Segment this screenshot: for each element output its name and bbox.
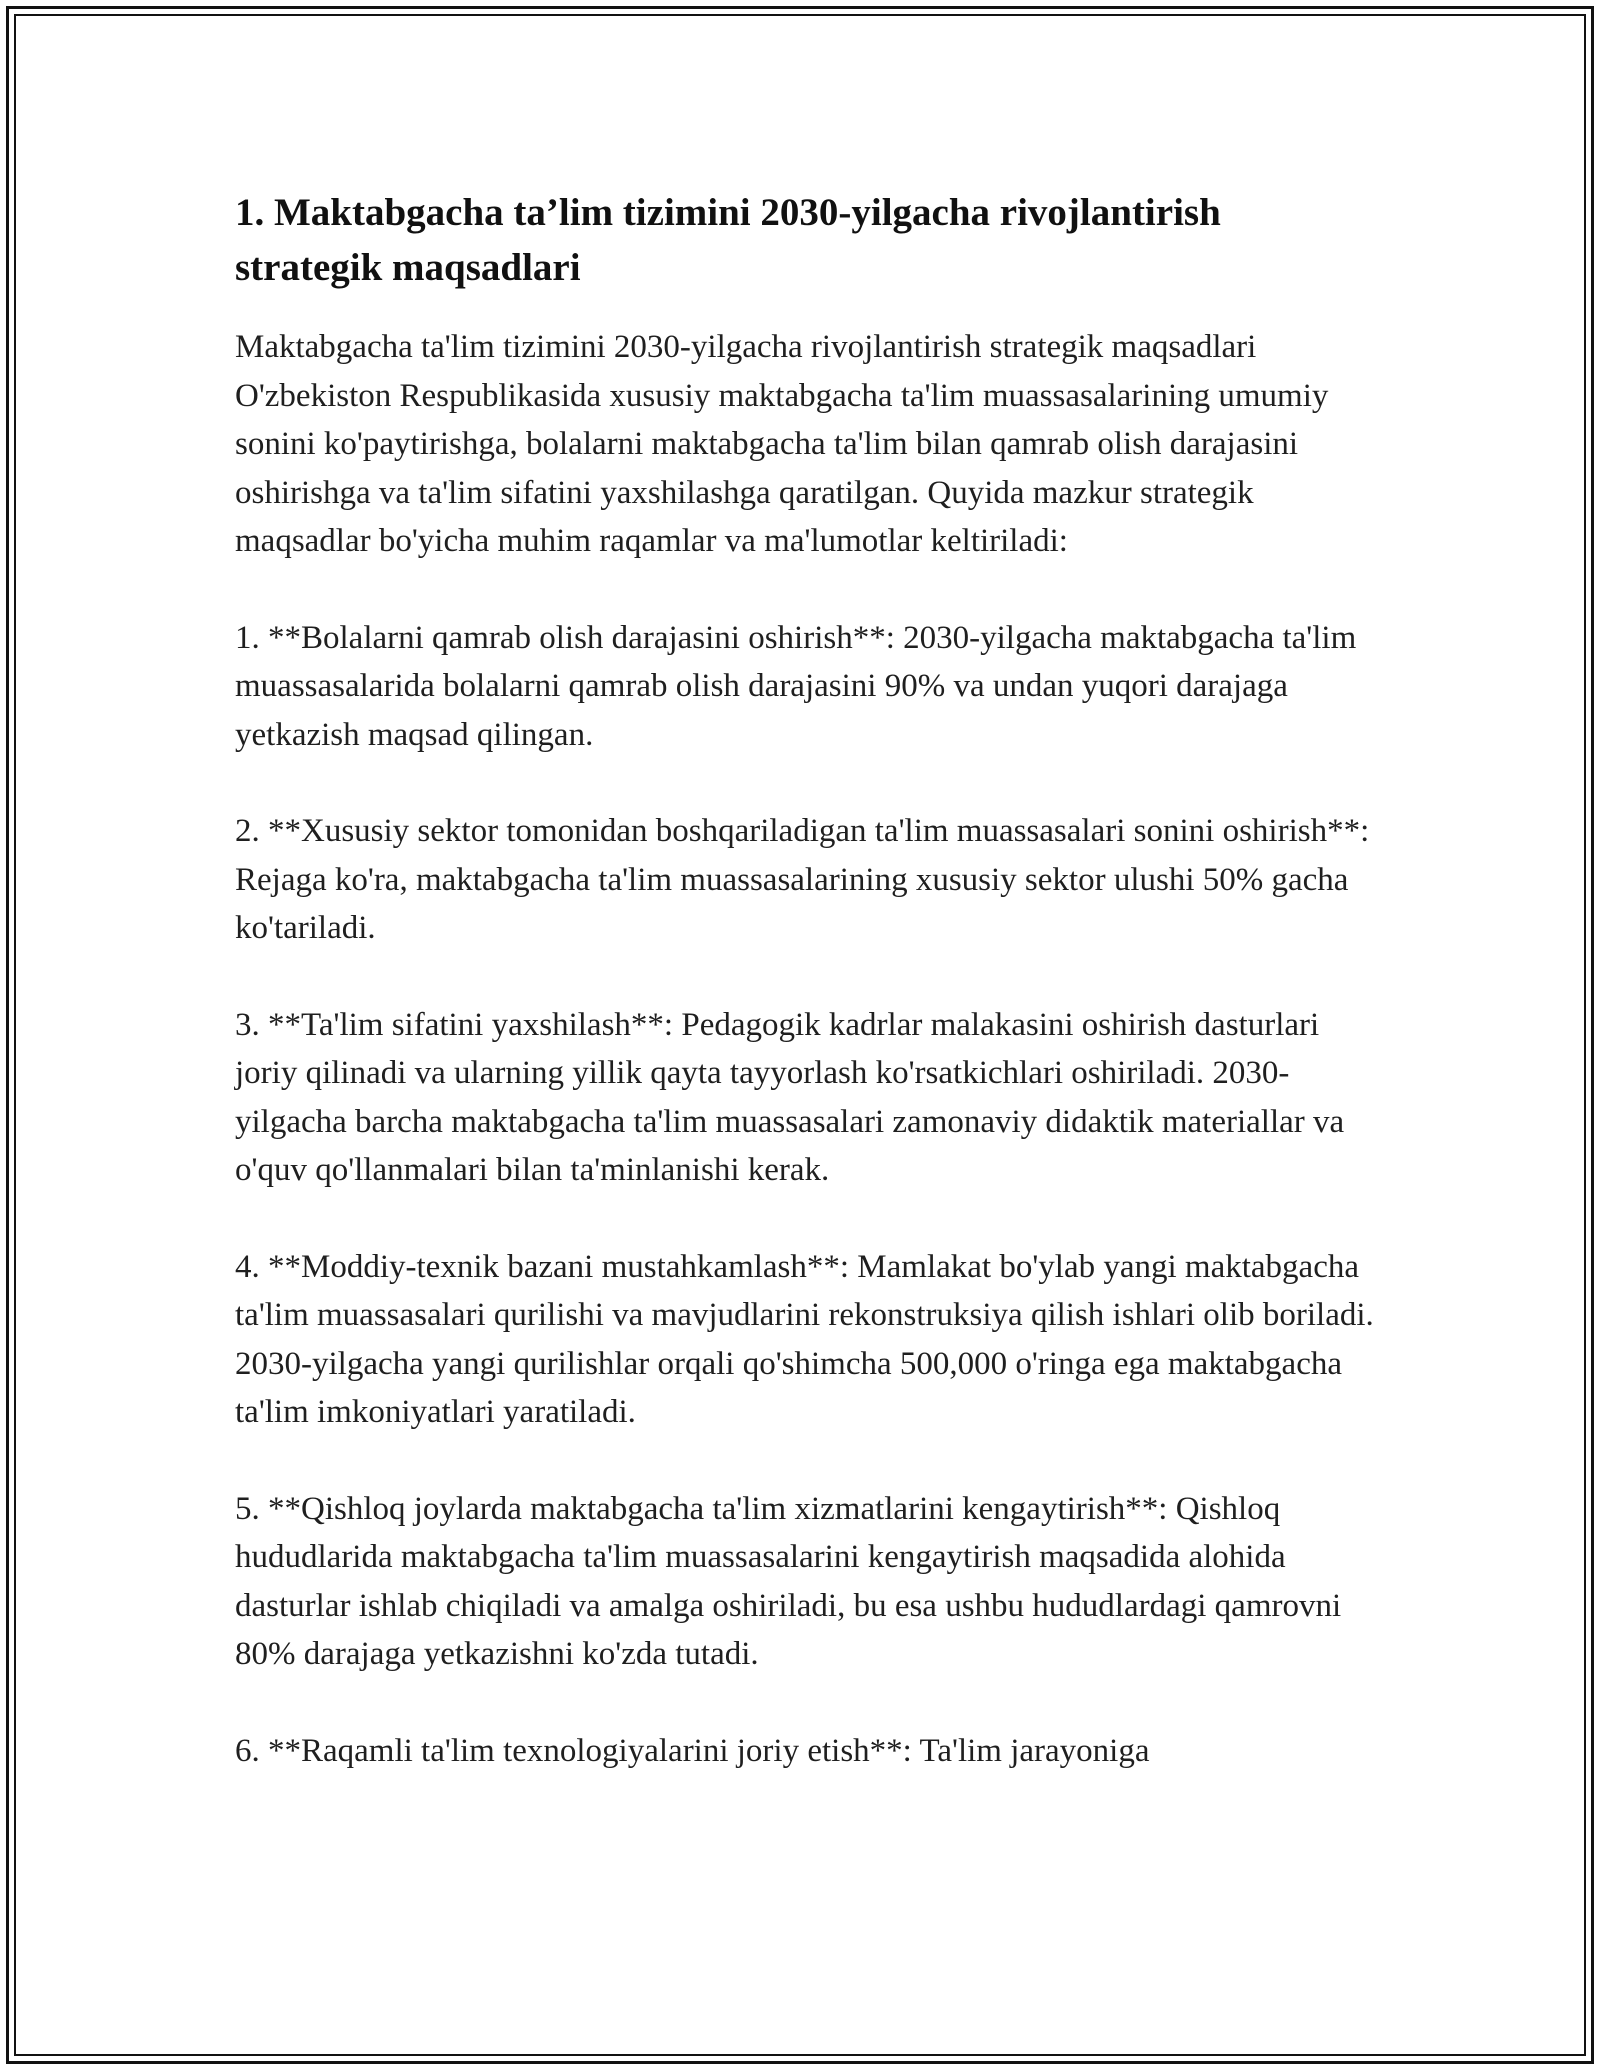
document-title: 1. Maktabgacha ta’lim tizimini 2030-yilgacha rivojlantirish strategik maqsadlari (235, 191, 1221, 289)
list-item-1: 1. **Bolalarni qamrab olish darajasini oshirish**: 2030-yilgacha maktabgacha ta'lim muassasalarida bolalarni qamrab olish darajasini 90% va undan yuqori darajaga yetkazish maqsad qilingan. (235, 619, 1357, 753)
list-item-2: 2. **Xususiy sektor tomonidan boshqariladigan ta'lim muassasalari sonini oshirish**: Rejaga ko'ra, maktabgacha ta'lim muassasalarining xususiy sektor ulushi 50% gacha ko'tariladi. (235, 813, 1370, 946)
document-body (235, 185, 1375, 1823)
list-item-6: 6. **Raqamli ta'lim texnologiyalarini joriy etish**: Ta'lim jarayoniga (235, 1732, 1150, 1769)
list-item-5: 5. **Qishloq joylarda maktabgacha ta'lim xizmatlarini kengaytirish**: Qishloq hududlarida maktabgacha ta'lim muassasalarini kengaytirish maqsadida alohida dasturlar ishlab chiqiladi va amalga oshiriladi, bu esa ushbu hududlardagi qamrovni 80% darajaga yetkazishni ko'zda tutadi. (235, 1490, 1342, 1672)
list-item-4: 4. **Moddiy-texnik bazani mustahkamlash**: Mamlakat bo'ylab yangi maktabgacha ta'lim muassasalari qurilishi va mavjudlarini rekonstruksiya qilish ishlari olib boriladi. 2030-yilgacha yangi qurilishlar orqali qo'shimcha 500,000 o'ringa ega maktabgacha ta'lim imkoniyatlari yaratiladi. (235, 1248, 1374, 1430)
list-item-3: 3. **Ta'lim sifatini yaxshilash**: Pedagogik kadrlar malakasini oshirish dasturlari joriy qilinadi va ularning yillik qayta tayyorlash ko'rsatkichlari oshiriladi. 2030-yilgacha barcha maktabgacha ta'lim muassasalari zamonaviy didaktik materiallar va o'quv qo'llanmalari bilan ta'minlanishi kerak. (235, 1006, 1345, 1188)
intro-paragraph: Maktabgacha ta'lim tizimini 2030-yilgacha rivojlantirish strategik maqsadlari O'zbekiston Respublikasida xususiy maktabgacha ta'lim muassasalarining umumiy sonini ko'paytirishga, bolalarni maktabgacha ta'lim bilan qamrab olish darajasini oshirishga va ta'lim sifatini yaxshilashga qaratilgan. Quyida mazkur strategik maqsadlar bo'yicha muhim raqamlar va ma'lumotlar keltiriladi: (235, 329, 1329, 559)
